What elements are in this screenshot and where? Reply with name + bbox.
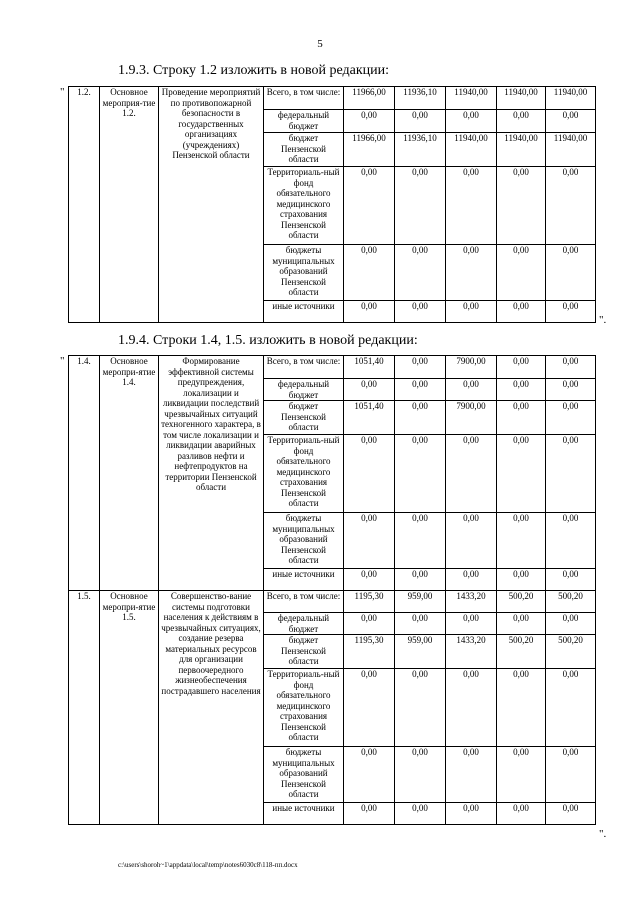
amount-cell: 0,00 bbox=[395, 356, 446, 379]
amount-cell: 0,00 bbox=[344, 747, 395, 803]
amount-cell: 0,00 bbox=[497, 301, 546, 323]
funding-source: бюджеты муниципальных образований Пензенской области bbox=[264, 513, 344, 569]
amount-cell: 0,00 bbox=[344, 167, 395, 245]
amount-cell: 0,00 bbox=[344, 301, 395, 323]
amount-cell: 0,00 bbox=[497, 110, 546, 133]
amount-cell: 1433,20 bbox=[446, 635, 497, 669]
amount-cell: 0,00 bbox=[546, 379, 596, 401]
close-quote-1: ". bbox=[599, 314, 607, 326]
amount-cell: 0,00 bbox=[395, 513, 446, 569]
amount-cell: 0,00 bbox=[497, 435, 546, 513]
amount-cell: 0,00 bbox=[395, 301, 446, 323]
amount-cell: 11936,10 bbox=[395, 133, 446, 167]
funding-source: Территориаль-ный фонд обязательного медицинского страхования Пензенской области bbox=[264, 167, 344, 245]
amount-cell: 0,00 bbox=[446, 245, 497, 301]
amount-cell: 0,00 bbox=[446, 379, 497, 401]
amount-cell: 0,00 bbox=[497, 803, 546, 825]
amount-cell: 0,00 bbox=[546, 110, 596, 133]
amount-cell: 11940,00 bbox=[446, 133, 497, 167]
activity-title: Формирование эффективной системы предупреждения, локализации и ликвидации последствий чрезвычайных ситуаций техногенного характера, в том числе локализации и ликвидации аварийных разливов нефти и нефтепродуктов на территории Пензенской области bbox=[159, 356, 264, 591]
funding-source: федеральный бюджет bbox=[264, 613, 344, 635]
amount-cell: 0,00 bbox=[344, 513, 395, 569]
amount-cell: 1051,40 bbox=[344, 356, 395, 379]
funding-source: Территориаль-ный фонд обязательного медицинского страхования Пензенской области bbox=[264, 669, 344, 747]
funding-source: иные источники bbox=[264, 803, 344, 825]
funding-source: федеральный бюджет bbox=[264, 110, 344, 133]
amount-cell: 0,00 bbox=[446, 747, 497, 803]
amount-cell: 0,00 bbox=[344, 613, 395, 635]
amount-cell: 0,00 bbox=[344, 110, 395, 133]
row-number: 1.5. bbox=[69, 591, 100, 825]
funding-source: иные источники bbox=[264, 301, 344, 323]
open-quote-1: " bbox=[60, 86, 65, 98]
amount-cell: 0,00 bbox=[546, 613, 596, 635]
amount-cell: 0,00 bbox=[497, 747, 546, 803]
funding-source: Всего, в том числе: bbox=[264, 87, 344, 110]
amount-cell: 0,00 bbox=[497, 167, 546, 245]
amount-cell: 0,00 bbox=[546, 747, 596, 803]
amount-cell: 959,00 bbox=[395, 635, 446, 669]
close-quote-2: ". bbox=[599, 828, 607, 840]
amount-cell: 1433,20 bbox=[446, 591, 497, 613]
open-quote-2: " bbox=[60, 355, 65, 367]
amount-cell: 0,00 bbox=[395, 401, 446, 435]
amount-cell: 0,00 bbox=[395, 110, 446, 133]
amount-cell: 0,00 bbox=[395, 167, 446, 245]
budget-table-1 bbox=[68, 86, 596, 323]
funding-source: федеральный бюджет bbox=[264, 379, 344, 401]
amount-cell: 0,00 bbox=[446, 435, 497, 513]
amount-cell: 0,00 bbox=[546, 669, 596, 747]
amount-cell: 0,00 bbox=[446, 301, 497, 323]
amount-cell: 11940,00 bbox=[497, 133, 546, 167]
amount-cell: 0,00 bbox=[344, 569, 395, 591]
amount-cell: 11940,00 bbox=[446, 87, 497, 110]
activity-type: Основное меропри-ятие 1.5. bbox=[100, 591, 159, 825]
amount-cell: 0,00 bbox=[395, 379, 446, 401]
amount-cell: 0,00 bbox=[395, 669, 446, 747]
amount-cell: 0,00 bbox=[497, 669, 546, 747]
amount-cell: 0,00 bbox=[497, 513, 546, 569]
amount-cell: 0,00 bbox=[344, 435, 395, 513]
section-heading-2: 1.9.4. Строки 1.4, 1.5. изложить в новой редакции: bbox=[118, 333, 418, 348]
amount-cell: 0,00 bbox=[497, 245, 546, 301]
file-path-footer: c:\users\shoroh~1\appdata\local\temp\notes6030c8\118-пп.docx bbox=[118, 861, 298, 869]
amount-cell: 0,00 bbox=[497, 379, 546, 401]
amount-cell: 0,00 bbox=[546, 513, 596, 569]
amount-cell: 0,00 bbox=[344, 803, 395, 825]
funding-source: бюджеты муниципальных образований Пензенской области bbox=[264, 747, 344, 803]
amount-cell: 1195,30 bbox=[344, 635, 395, 669]
amount-cell: 0,00 bbox=[546, 245, 596, 301]
table-row bbox=[69, 591, 596, 613]
amount-cell: 0,00 bbox=[395, 803, 446, 825]
activity-title: Проведение мероприятий по противопожарной безопасности в государственных организациях (учреждениях) Пензенской области bbox=[159, 87, 264, 323]
amount-cell: 0,00 bbox=[446, 613, 497, 635]
amount-cell: 0,00 bbox=[395, 245, 446, 301]
amount-cell: 0,00 bbox=[344, 669, 395, 747]
amount-cell: 0,00 bbox=[446, 569, 497, 591]
amount-cell: 0,00 bbox=[395, 747, 446, 803]
table-row bbox=[69, 87, 596, 110]
funding-source: бюджет Пензенской области bbox=[264, 401, 344, 435]
funding-source: Всего, в том числе: bbox=[264, 591, 344, 613]
amount-cell: 7900,00 bbox=[446, 356, 497, 379]
section-heading-1: 1.9.3. Строку 1.2 изложить в новой редакции: bbox=[118, 63, 390, 78]
amount-cell: 0,00 bbox=[497, 613, 546, 635]
amount-cell: 1051,40 bbox=[344, 401, 395, 435]
amount-cell: 0,00 bbox=[395, 569, 446, 591]
funding-source: Территориаль-ный фонд обязательного медицинского страхования Пензенской области bbox=[264, 435, 344, 513]
amount-cell: 0,00 bbox=[344, 245, 395, 301]
amount-cell: 0,00 bbox=[497, 569, 546, 591]
funding-source: бюджеты муниципальных образований Пензенской области bbox=[264, 245, 344, 301]
amount-cell: 0,00 bbox=[546, 435, 596, 513]
funding-source: Всего, в том числе: bbox=[264, 356, 344, 379]
activity-type: Основное меропри-ятие 1.4. bbox=[100, 356, 159, 591]
funding-source: бюджет Пензенской области bbox=[264, 635, 344, 669]
amount-cell: 0,00 bbox=[446, 669, 497, 747]
amount-cell: 959,00 bbox=[395, 591, 446, 613]
amount-cell: 0,00 bbox=[546, 356, 596, 379]
amount-cell: 0,00 bbox=[446, 513, 497, 569]
amount-cell: 0,00 bbox=[446, 803, 497, 825]
activity-type: Основное мероприя-тие 1.2. bbox=[100, 87, 159, 323]
amount-cell: 0,00 bbox=[546, 301, 596, 323]
row-number: 1.2. bbox=[69, 87, 100, 323]
amount-cell: 500,20 bbox=[546, 635, 596, 669]
table-row bbox=[69, 356, 596, 379]
amount-cell: 0,00 bbox=[395, 435, 446, 513]
amount-cell: 1195,30 bbox=[344, 591, 395, 613]
amount-cell: 0,00 bbox=[395, 613, 446, 635]
amount-cell: 11940,00 bbox=[497, 87, 546, 110]
funding-source: иные источники bbox=[264, 569, 344, 591]
amount-cell: 11940,00 bbox=[546, 133, 596, 167]
amount-cell: 7900,00 bbox=[446, 401, 497, 435]
funding-source: бюджет Пензенской области bbox=[264, 133, 344, 167]
amount-cell: 500,20 bbox=[546, 591, 596, 613]
amount-cell: 500,20 bbox=[497, 591, 546, 613]
amount-cell: 0,00 bbox=[497, 356, 546, 379]
row-number: 1.4. bbox=[69, 356, 100, 591]
amount-cell: 0,00 bbox=[446, 110, 497, 133]
amount-cell: 0,00 bbox=[546, 803, 596, 825]
amount-cell: 0,00 bbox=[546, 569, 596, 591]
amount-cell: 0,00 bbox=[344, 379, 395, 401]
amount-cell: 500,20 bbox=[497, 635, 546, 669]
amount-cell: 0,00 bbox=[546, 401, 596, 435]
amount-cell: 11966,00 bbox=[344, 87, 395, 110]
budget-table-2 bbox=[68, 355, 596, 825]
amount-cell: 0,00 bbox=[546, 167, 596, 245]
page-number: 5 bbox=[317, 38, 323, 50]
amount-cell: 11940,00 bbox=[546, 87, 596, 110]
amount-cell: 11966,00 bbox=[344, 133, 395, 167]
amount-cell: 0,00 bbox=[497, 401, 546, 435]
activity-title: Совершенство-вание системы подготовки населения к действиям в чрезвычайных ситуациях, создание резерва материальных ресурсов для организации первоочередного жизнеобеспечения пострадавшего населения bbox=[159, 591, 264, 825]
amount-cell: 11936,10 bbox=[395, 87, 446, 110]
amount-cell: 0,00 bbox=[446, 167, 497, 245]
